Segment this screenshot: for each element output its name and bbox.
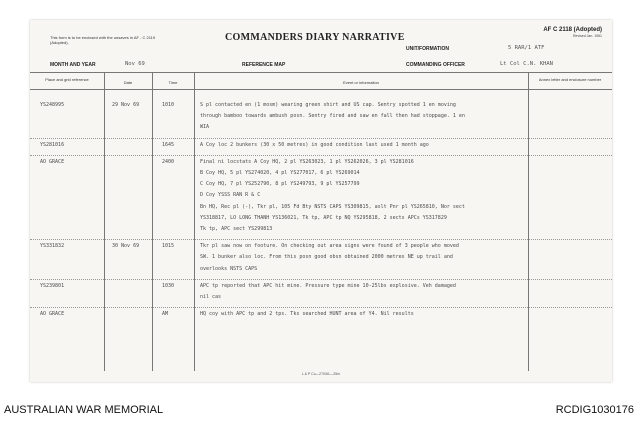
row-separator xyxy=(30,239,612,240)
diary-table xyxy=(30,72,612,371)
event-line: B Coy HQ, 5 pl YS274020, 4 pl YS277017, 6 pl YS269014 xyxy=(200,170,360,176)
event-line: WIA xyxy=(200,124,210,131)
col-time: Time xyxy=(168,80,178,85)
col-event: Event or information xyxy=(343,80,379,85)
place-cell: AO GRACE xyxy=(40,311,65,318)
form-note: This form is to be enclosed with the unsaves in AF - C 2119 (Adopted). xyxy=(50,35,156,45)
month-value: Nov 69 xyxy=(125,61,145,67)
place-cell: YS248995 xyxy=(40,102,65,108)
unit-value: 5 RAR/1 ATF xyxy=(508,45,545,51)
place-cell: YS331832 xyxy=(40,243,65,250)
time-cell: 1030 xyxy=(162,282,175,289)
time-cell: AM xyxy=(162,311,169,318)
event-line: nil cas xyxy=(200,294,222,300)
unit-label: UNIT/FORMATION xyxy=(406,46,449,52)
place-cell: AO GRACE xyxy=(40,158,65,165)
archive-id: RCDIG1030176 xyxy=(555,404,634,416)
row-separator xyxy=(30,307,612,308)
event-line: HQ coy with APC tp and 2 tps. Tks searched HUNT area of Y4. Nil results xyxy=(200,311,414,318)
col-annex: Annex letter and enclosure number xyxy=(538,77,602,82)
commanding-officer-label: COMMANDING OFFICER xyxy=(406,62,465,68)
diary-sheet xyxy=(30,20,612,382)
place-cell: YS281016 xyxy=(40,141,65,148)
event-line: YS318817, LO LONG THANH YS136021, Tk tp, APC tp NQ YS295818, 2 sects APCs YS317829 xyxy=(200,214,447,221)
event-line: overlooks NSTS CAPS xyxy=(200,265,258,272)
col-place: Place and grid reference xyxy=(45,77,89,82)
event-line: SW. 1 bunker also loc. From this posn good obsn obtained 2000 metres NE up trail and xyxy=(200,254,453,261)
row-separator xyxy=(30,279,612,280)
revised-note: Revised Jan. 1961 xyxy=(573,34,602,38)
col-date: Date xyxy=(123,80,133,85)
event-line: Tkr pl saw now on footure. On checking out area signs were found of 3 people who moved xyxy=(200,243,459,250)
page-title: COMMANDERS DIARY NARRATIVE xyxy=(225,32,405,43)
time-cell: 2400 xyxy=(162,158,175,165)
event-line: D Coy YSSS RAN R & C xyxy=(200,192,261,199)
event-line: C Coy HQ, 7 pl YS252790, 8 pl YS249793, 9 pl YS257799 xyxy=(200,181,360,188)
event-line: S pl contacted en (1 mosm) wearing green shirt and US cap. Sentry spotted 1 en moving xyxy=(200,102,456,108)
time-cell: 1645 xyxy=(162,141,175,148)
event-line: Final ni locstats A Coy HQ, 2 pl YS263023, 1 pl YS262026, 3 pl YS281016 xyxy=(200,158,414,165)
row-separator xyxy=(30,155,612,156)
form-id: AF C 2118 (Adopted) xyxy=(543,27,602,33)
time-cell: 1015 xyxy=(162,243,175,250)
time-cell: 1010 xyxy=(162,102,175,108)
event-line: A Coy loc 2 bunkers (30 x 50 metres) in good condition last used 1 month ago xyxy=(200,141,429,148)
event-line: Tk tp, APC sect YS299813 xyxy=(200,226,273,232)
row-separator xyxy=(30,138,612,139)
month-label: MONTH AND YEAR xyxy=(50,62,96,68)
printer-imprint: L & P Co—270/61—25m xyxy=(301,372,341,376)
commanding-officer-value: Lt Col C.N. KHAN xyxy=(500,61,553,67)
date-cell: 30 Nov 69 xyxy=(112,243,140,250)
event-line: Bn HQ, Rec pl (-), Tkr pl, 105 Fd Bty NSTS CAPS YS309815, aslt Pnr pl YS265810, Nor sect xyxy=(200,203,465,210)
archive-caption: AUSTRALIAN WAR MEMORIAL xyxy=(4,404,164,416)
reference-map-label: REFERENCE MAP xyxy=(242,62,286,68)
place-cell: YS239801 xyxy=(40,282,65,289)
event-line: APC tp reported that APC hit mine. Pressure type mine 10-25lbs explosive. Veh damaged xyxy=(200,282,456,289)
event-line: through bamboo towards ambush posn. Sentry fired and saw en fall then had stoppage. 1 en xyxy=(200,113,465,120)
date-cell: 29 Nov 69 xyxy=(112,102,140,108)
